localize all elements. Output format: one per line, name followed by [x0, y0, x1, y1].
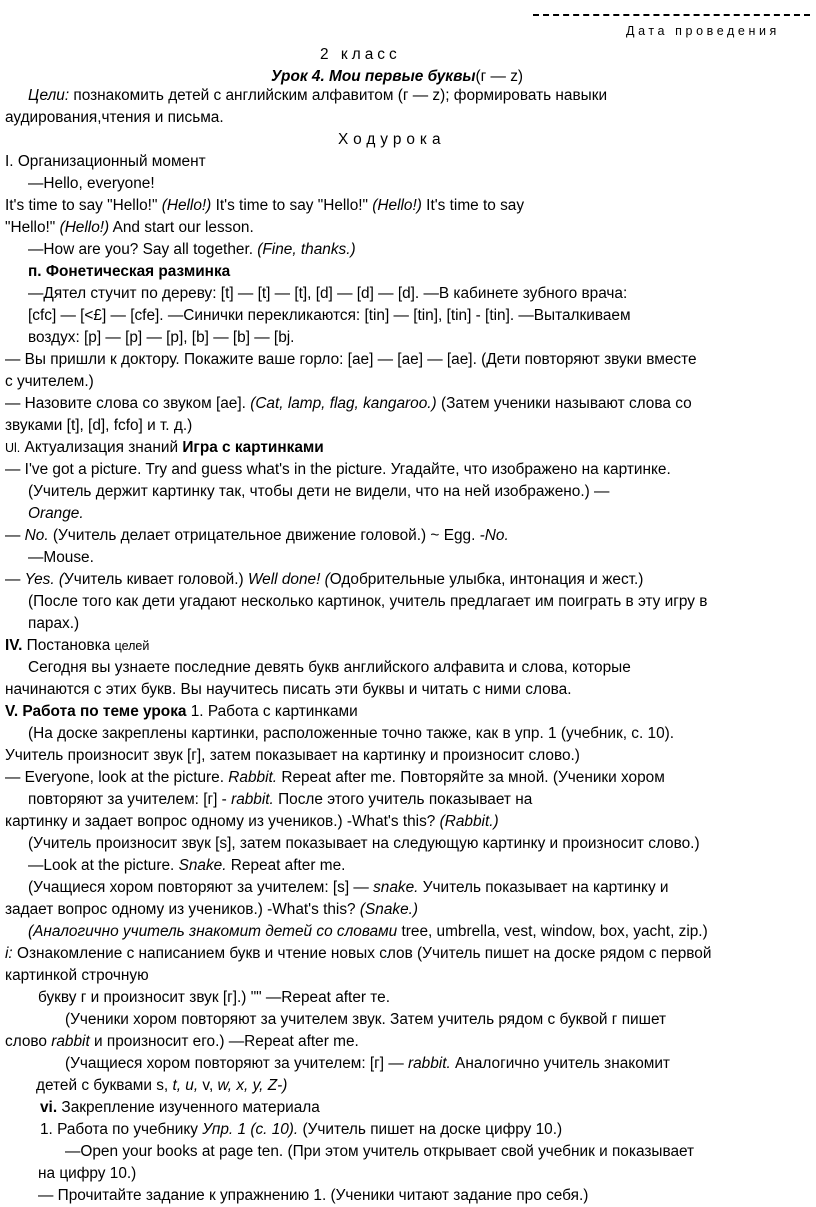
text-run: —Hello, everyone!	[28, 175, 155, 192]
text-line	[5, 767, 665, 789]
text-run: картинку и задает вопрос одному из учеников.) -What's this?	[5, 813, 440, 830]
text-run: слово	[5, 1033, 52, 1050]
text-run: (Аналогично учитель знакомит детей со словами	[28, 923, 398, 940]
text-run: Работа по теме урока	[22, 703, 187, 720]
text-line	[28, 85, 607, 107]
text-run: аудирования,чтения и письма.	[5, 109, 224, 126]
text-run: I. Организационный момент	[5, 153, 206, 170]
text-run: It's time to say	[421, 197, 525, 214]
text-run: Учитель произносит звук [г], затем показывает на картинку и произносит слово.)	[5, 747, 580, 764]
text-line	[5, 525, 509, 547]
text-line	[38, 987, 390, 1009]
text-line	[5, 635, 149, 657]
text-run: звуками [t], [d], fcfo] и т. д.)	[5, 417, 193, 434]
text-run: "Hello!"	[5, 219, 60, 236]
text-line	[28, 481, 609, 503]
text-run: And start our lesson.	[109, 219, 254, 236]
text-line	[5, 371, 94, 393]
text-line	[28, 305, 631, 327]
text-line	[28, 327, 294, 349]
text-run: Rabbit.	[228, 769, 278, 786]
text-run: букву г и произносит звук [г].) "" —Repeat after те.	[38, 989, 390, 1006]
text-line	[5, 393, 692, 415]
text-run: (Hello!)	[59, 219, 110, 236]
text-run: — Вы пришли к доктору. Покажите ваше горло: [ae] — [ae] — [ae]. (Дети повторяют звуки вместе	[5, 351, 697, 368]
text-run: (Учитель держит картинку так, чтобы дети не видели, что на ней изображено.) —	[28, 483, 610, 500]
text-run: (На доске закреплены картинки, расположенные точно также, как в упр. 1 (учебник, с. 10).	[28, 725, 675, 742]
text-run: —	[5, 571, 25, 588]
text-run: После этого учитель показывает на	[273, 791, 533, 808]
text-line	[28, 503, 84, 525]
text-line	[5, 217, 254, 239]
text-run: (Snake.)	[359, 901, 419, 918]
text-run: 1. Работа с картинками	[186, 703, 358, 720]
text-run: vi.	[40, 1099, 58, 1116]
text-run: (Rabbit.)	[439, 813, 499, 830]
text-line	[5, 899, 418, 921]
text-line	[338, 129, 446, 151]
text-line	[28, 657, 631, 679]
text-run: Аналогично учитель знакомит	[450, 1055, 670, 1072]
text-line	[5, 965, 149, 987]
text-run: Цели:	[28, 87, 70, 104]
text-run: —	[5, 527, 25, 544]
text-run: Актуализация знаний	[20, 439, 183, 456]
text-line	[28, 239, 356, 261]
text-run: t, u,	[172, 1077, 199, 1094]
text-line	[5, 811, 499, 833]
text-run: (После того как дети угадают несколько картинок, учитель предлагает им поиграть в эту игру в	[28, 593, 708, 610]
text-run: п. Фонетическая разминка	[28, 263, 231, 280]
text-run: детей с буквами s,	[36, 1077, 173, 1094]
text-run: начинаются с этих букв. Вы научитесь писать эти буквы и читать с ними слова.	[5, 681, 572, 698]
text-run: 1. Работа по учебнику	[40, 1121, 203, 1138]
text-run: (Hello!)	[161, 197, 212, 214]
text-line	[5, 459, 671, 481]
text-run: с учителем.)	[5, 373, 94, 390]
text-line	[28, 877, 669, 899]
text-run: It's time to say "Hello!"	[5, 197, 162, 214]
text-line	[28, 547, 94, 569]
grade-heading: 2 класс	[320, 46, 401, 63]
text-line	[5, 107, 224, 129]
text-run: w, x, y, Z-)	[217, 1077, 288, 1094]
text-run: Orange.	[28, 505, 84, 522]
text-run: tree, umbrella, vest, window, box, yacht, zip.)	[397, 923, 708, 940]
text-run: rabbit.	[231, 791, 274, 808]
text-line	[28, 855, 345, 877]
text-run: повторяют за учителем: [г] -	[28, 791, 232, 808]
text-line	[5, 437, 324, 459]
text-run: Одобрительные улыбка, интонация и жест.)	[329, 571, 644, 588]
text-line	[5, 1031, 359, 1053]
lesson-title-text: Урок 4. Мои первые буквы	[271, 68, 476, 85]
text-run: (Затем ученики называют слова со	[436, 395, 692, 412]
text-run: (Cat, lamp, flag, kangaroo.)	[250, 395, 437, 412]
text-line	[5, 349, 697, 371]
text-run: Snake.	[178, 857, 227, 874]
text-run: rabbit.	[408, 1055, 451, 1072]
text-run: — Everyone, look at the picture.	[5, 769, 229, 786]
text-run: картинкой строчную	[5, 967, 149, 984]
text-line	[28, 921, 708, 943]
text-run: Сегодня вы узнаете последние девять букв английского алфавита и слова, которые	[28, 659, 631, 676]
text-run: i:	[5, 945, 13, 962]
text-run: Repeat after me. Повторяйте за мной. (Ученики хором	[277, 769, 665, 786]
text-run: (Учащиеся хором повторяют за учителем: [s] —	[28, 879, 374, 896]
text-run: v,	[198, 1077, 218, 1094]
text-run: (Учащиеся хором повторяют за учителем: [г] —	[65, 1055, 408, 1072]
text-line	[5, 195, 524, 217]
text-run: Ознакомление с написанием букв и чтение новых слов (Учитель пишет на доске рядом с первой	[12, 945, 712, 962]
text-run: — I've got a picture. Try and guess what's in the picture. Угадайте, что изображено на картинке.	[5, 461, 671, 478]
text-run: Закрепление изученного материала	[57, 1099, 320, 1116]
text-line	[65, 1009, 666, 1031]
text-run: Игра с картинками	[182, 439, 324, 456]
text-line	[5, 151, 206, 173]
text-line	[38, 1163, 136, 1185]
text-run: и произносит его.) —Repeat after me.	[89, 1033, 359, 1050]
text-line	[5, 679, 572, 701]
text-line	[28, 173, 155, 195]
text-run: —Open your books at page ten. (При этом учитель открывает свой учебник и показывает	[65, 1143, 695, 1160]
date-underline	[533, 14, 810, 16]
text-run: IV.	[5, 637, 23, 654]
text-line	[28, 283, 627, 305]
text-run: Well done! (	[247, 571, 330, 588]
text-run: Постановка	[22, 637, 115, 654]
text-run: —Дятел стучит по дереву: [t] — [t] — [t], [d] — [d] — [d]. —В кабинете зубного врача:	[28, 285, 628, 302]
text-run: It's time to say "Hello!"	[211, 197, 373, 214]
text-line	[36, 1075, 287, 1097]
text-line	[28, 613, 79, 635]
text-line	[38, 1185, 588, 1207]
text-line	[28, 261, 230, 283]
text-line	[28, 833, 700, 855]
date-label: Дата проведения	[626, 24, 780, 38]
text-run: (Учитель пишет на доске цифру 10.)	[298, 1121, 563, 1138]
text-line	[5, 745, 580, 767]
text-run: —Mouse.	[28, 549, 94, 566]
text-run: —Look at the picture.	[28, 857, 179, 874]
text-run: (Ученики хором повторяют за учителем звук. Затем учитель рядом с буквой г пишет	[65, 1011, 667, 1028]
text-line	[5, 701, 358, 723]
text-run: парах.)	[28, 615, 80, 632]
text-line	[5, 415, 192, 437]
text-run: (Fine, thanks.)	[257, 241, 356, 258]
text-line	[28, 789, 532, 811]
text-run: No.	[24, 527, 49, 544]
text-line	[28, 591, 707, 613]
text-run: — Прочитайте задание к упражнению 1. (Ученики читают задание про себя.)	[38, 1187, 589, 1204]
text-run: Ul.	[5, 441, 21, 455]
text-run: целей	[114, 639, 150, 653]
text-run: —How are you? Say all together.	[28, 241, 258, 258]
text-run: познакомить детей с английским алфавитом (г — z); формировать навыки	[69, 87, 608, 104]
text-run: (Учитель произносит звук [s], затем показывает на следующую картинку и произносит слово.)	[28, 835, 700, 852]
text-run: Repeat after me.	[226, 857, 346, 874]
text-run: (Учитель делает отрицательное движение головой.) ~ Egg.	[48, 527, 480, 544]
text-run: Учитель показывает на картинку и	[418, 879, 669, 896]
text-run: (Hello!)	[372, 197, 422, 214]
text-run: Учитель кивает головой.)	[64, 571, 248, 588]
text-run: [cfc] — [<£] — [cfe]. —Синички перекликаются: [tin] — [tin], [tin] - [tin]. —Выталкиваем	[28, 307, 631, 324]
text-line	[5, 569, 643, 591]
text-run: -No.	[479, 527, 509, 544]
text-run: Yes. (	[24, 571, 65, 588]
text-line	[28, 723, 674, 745]
text-line	[65, 1141, 694, 1163]
text-run: — Назовите слова со звуком [ae].	[5, 395, 251, 412]
lesson-title-suffix: (г — z)	[475, 68, 524, 85]
text-line	[40, 1097, 320, 1119]
text-line	[5, 943, 711, 965]
text-run: на цифру 10.)	[38, 1165, 137, 1182]
text-run: snake.	[373, 879, 419, 896]
text-run: Ходурока	[338, 131, 446, 148]
text-run: rabbit	[51, 1033, 90, 1050]
text-run: воздух: [p] — [p] — [p], [b] — [b] — [bj.	[28, 329, 295, 346]
text-run: задает вопрос одному из учеников.) -What's this?	[5, 901, 360, 918]
text-run: Упр. 1 (с. 10).	[202, 1121, 299, 1138]
text-line	[65, 1053, 670, 1075]
text-run: V.	[5, 703, 19, 720]
text-line	[40, 1119, 562, 1141]
